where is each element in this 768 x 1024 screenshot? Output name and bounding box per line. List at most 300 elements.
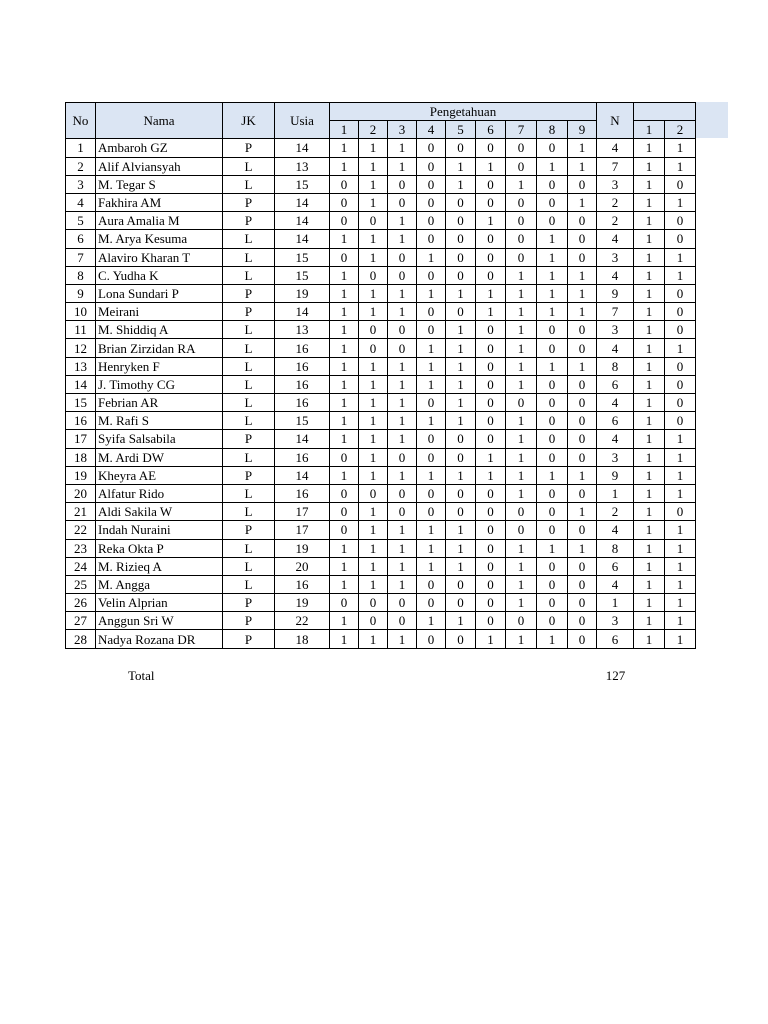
cell-n[interactable]: 4 [597,339,634,357]
cell-score-8[interactable]: 0 [537,193,568,211]
cell-score-3[interactable]: 1 [388,521,417,539]
cell-usia[interactable]: 17 [275,521,330,539]
header-item-4[interactable]: 4 [417,121,446,139]
cell-no[interactable]: 12 [66,339,96,357]
cell-score-9[interactable]: 1 [568,539,597,557]
header-item-8[interactable]: 8 [537,121,568,139]
cell-score-2[interactable]: 1 [359,503,388,521]
cell-extra-2[interactable]: 0 [665,375,696,393]
cell-score-2[interactable]: 1 [359,357,388,375]
cell-score-1[interactable]: 1 [330,375,359,393]
cell-jk[interactable]: L [223,230,275,248]
cell-score-4[interactable]: 0 [417,630,446,648]
cell-no[interactable]: 3 [66,175,96,193]
cell-extra-1[interactable]: 1 [634,230,665,248]
cell-extra-1[interactable]: 1 [634,248,665,266]
cell-extra-1[interactable]: 1 [634,375,665,393]
cell-score-1[interactable]: 0 [330,248,359,266]
cell-score-2[interactable]: 1 [359,303,388,321]
cell-score-1[interactable]: 1 [330,612,359,630]
cell-score-5[interactable]: 1 [446,321,476,339]
cell-score-7[interactable]: 1 [506,594,537,612]
cell-score-3[interactable]: 1 [388,303,417,321]
cell-score-2[interactable]: 1 [359,193,388,211]
cell-score-6[interactable]: 1 [476,284,506,302]
header-nama[interactable]: Nama [96,103,223,139]
cell-score-7[interactable]: 1 [506,448,537,466]
cell-score-4[interactable]: 1 [417,375,446,393]
cell-n[interactable]: 3 [597,175,634,193]
cell-score-8[interactable]: 0 [537,430,568,448]
cell-n[interactable]: 2 [597,193,634,211]
cell-score-3[interactable]: 0 [388,484,417,502]
cell-n[interactable]: 3 [597,448,634,466]
cell-score-5[interactable]: 0 [446,575,476,593]
header-jk[interactable]: JK [223,103,275,139]
cell-jk[interactable]: L [223,557,275,575]
cell-usia[interactable]: 16 [275,339,330,357]
cell-score-3[interactable]: 1 [388,284,417,302]
header-pengetahuan[interactable]: Pengetahuan [330,103,597,121]
cell-score-8[interactable]: 0 [537,339,568,357]
cell-score-9[interactable]: 0 [568,430,597,448]
cell-score-4[interactable]: 1 [417,557,446,575]
cell-score-4[interactable]: 0 [417,193,446,211]
cell-no[interactable]: 9 [66,284,96,302]
cell-score-2[interactable]: 0 [359,594,388,612]
cell-score-1[interactable]: 1 [330,303,359,321]
cell-nama[interactable]: Alaviro Kharan T [96,248,223,266]
cell-score-8[interactable]: 0 [537,175,568,193]
cell-score-6[interactable]: 0 [476,339,506,357]
cell-score-8[interactable]: 0 [537,448,568,466]
cell-score-6[interactable]: 0 [476,139,506,157]
cell-score-5[interactable]: 1 [446,375,476,393]
cell-score-4[interactable]: 0 [417,594,446,612]
cell-jk[interactable]: L [223,175,275,193]
cell-score-4[interactable]: 0 [417,157,446,175]
cell-score-8[interactable]: 0 [537,139,568,157]
cell-score-1[interactable]: 0 [330,212,359,230]
cell-extra-1[interactable]: 1 [634,412,665,430]
cell-score-5[interactable]: 0 [446,484,476,502]
cell-score-7[interactable]: 0 [506,157,537,175]
cell-jk[interactable]: L [223,321,275,339]
cell-n[interactable]: 4 [597,139,634,157]
cell-score-1[interactable]: 1 [330,630,359,648]
cell-no[interactable]: 15 [66,394,96,412]
cell-no[interactable]: 7 [66,248,96,266]
cell-score-3[interactable]: 0 [388,594,417,612]
cell-n[interactable]: 3 [597,248,634,266]
cell-score-4[interactable]: 0 [417,230,446,248]
cell-score-3[interactable]: 1 [388,466,417,484]
cell-extra-2[interactable]: 0 [665,284,696,302]
cell-no[interactable]: 23 [66,539,96,557]
cell-score-6[interactable]: 0 [476,503,506,521]
cell-extra-2[interactable]: 1 [665,266,696,284]
cell-usia[interactable]: 16 [275,357,330,375]
cell-score-3[interactable]: 0 [388,321,417,339]
cell-score-3[interactable]: 1 [388,357,417,375]
cell-score-3[interactable]: 1 [388,412,417,430]
cell-score-8[interactable]: 0 [537,484,568,502]
cell-score-2[interactable]: 1 [359,394,388,412]
cell-score-5[interactable]: 1 [446,521,476,539]
cell-extra-1[interactable]: 1 [634,557,665,575]
cell-jk[interactable]: P [223,430,275,448]
cell-score-1[interactable]: 1 [330,430,359,448]
cell-score-8[interactable]: 0 [537,612,568,630]
cell-usia[interactable]: 19 [275,594,330,612]
cell-extra-1[interactable]: 1 [634,594,665,612]
cell-nama[interactable]: M. Arya Kesuma [96,230,223,248]
cell-score-5[interactable]: 0 [446,448,476,466]
cell-jk[interactable]: L [223,157,275,175]
cell-nama[interactable]: Ambaroh GZ [96,139,223,157]
cell-score-7[interactable]: 0 [506,503,537,521]
cell-score-3[interactable]: 1 [388,230,417,248]
cell-nama[interactable]: Henryken F [96,357,223,375]
cell-score-9[interactable]: 0 [568,175,597,193]
cell-score-5[interactable]: 0 [446,139,476,157]
cell-jk[interactable]: P [223,212,275,230]
cell-extra-2[interactable]: 0 [665,503,696,521]
cell-usia[interactable]: 14 [275,139,330,157]
cell-score-4[interactable]: 0 [417,139,446,157]
cell-score-3[interactable]: 1 [388,430,417,448]
header-n[interactable]: N [597,103,634,139]
cell-score-5[interactable]: 1 [446,466,476,484]
cell-score-6[interactable]: 0 [476,357,506,375]
cell-score-5[interactable]: 0 [446,248,476,266]
cell-usia[interactable]: 19 [275,284,330,302]
cell-score-8[interactable]: 1 [537,284,568,302]
cell-n[interactable]: 4 [597,266,634,284]
cell-extra-1[interactable]: 1 [634,303,665,321]
cell-jk[interactable]: P [223,303,275,321]
cell-score-2[interactable]: 0 [359,266,388,284]
cell-no[interactable]: 8 [66,266,96,284]
cell-score-1[interactable]: 1 [330,394,359,412]
cell-extra-2[interactable]: 1 [665,248,696,266]
cell-n[interactable]: 9 [597,466,634,484]
cell-score-4[interactable]: 1 [417,539,446,557]
cell-score-1[interactable]: 1 [330,575,359,593]
cell-score-1[interactable]: 0 [330,193,359,211]
cell-score-6[interactable]: 0 [476,521,506,539]
cell-extra-2[interactable]: 1 [665,539,696,557]
cell-no[interactable]: 5 [66,212,96,230]
cell-no[interactable]: 22 [66,521,96,539]
cell-score-9[interactable]: 0 [568,630,597,648]
cell-nama[interactable]: Indah Nuraini [96,521,223,539]
cell-score-5[interactable]: 1 [446,284,476,302]
cell-extra-2[interactable]: 1 [665,466,696,484]
cell-score-9[interactable]: 0 [568,575,597,593]
cell-score-8[interactable]: 1 [537,539,568,557]
cell-score-4[interactable]: 0 [417,212,446,230]
cell-score-3[interactable]: 1 [388,630,417,648]
header-usia[interactable]: Usia [275,103,330,139]
cell-extra-2[interactable]: 0 [665,175,696,193]
cell-score-7[interactable]: 1 [506,466,537,484]
cell-score-2[interactable]: 1 [359,284,388,302]
cell-jk[interactable]: L [223,484,275,502]
cell-jk[interactable]: P [223,594,275,612]
cell-score-9[interactable]: 0 [568,394,597,412]
cell-usia[interactable]: 14 [275,212,330,230]
cell-extra-1[interactable]: 1 [634,612,665,630]
cell-score-2[interactable]: 1 [359,557,388,575]
cell-score-9[interactable]: 0 [568,321,597,339]
cell-nama[interactable]: Velin Alprian [96,594,223,612]
cell-jk[interactable]: L [223,394,275,412]
cell-n[interactable]: 1 [597,484,634,502]
cell-score-7[interactable]: 1 [506,539,537,557]
cell-score-2[interactable]: 1 [359,466,388,484]
cell-jk[interactable]: L [223,539,275,557]
cell-score-9[interactable]: 1 [568,284,597,302]
cell-extra-1[interactable]: 1 [634,521,665,539]
cell-n[interactable]: 6 [597,557,634,575]
cell-no[interactable]: 24 [66,557,96,575]
cell-n[interactable]: 4 [597,575,634,593]
cell-extra-1[interactable]: 1 [634,466,665,484]
cell-extra-1[interactable]: 1 [634,266,665,284]
cell-score-6[interactable]: 1 [476,212,506,230]
cell-usia[interactable]: 16 [275,484,330,502]
cell-usia[interactable]: 16 [275,575,330,593]
cell-usia[interactable]: 14 [275,230,330,248]
cell-nama[interactable]: Reka Okta P [96,539,223,557]
cell-extra-2[interactable]: 0 [665,212,696,230]
cell-score-1[interactable]: 1 [330,539,359,557]
cell-score-7[interactable]: 1 [506,321,537,339]
cell-nama[interactable]: M. Rafi S [96,412,223,430]
cell-score-7[interactable]: 0 [506,612,537,630]
cell-score-4[interactable]: 0 [417,575,446,593]
cell-no[interactable]: 16 [66,412,96,430]
cell-score-8[interactable]: 0 [537,594,568,612]
cell-score-8[interactable]: 0 [537,557,568,575]
cell-nama[interactable]: Alif Alviansyah [96,157,223,175]
cell-no[interactable]: 6 [66,230,96,248]
cell-extra-2[interactable]: 0 [665,394,696,412]
cell-n[interactable]: 6 [597,630,634,648]
cell-extra-2[interactable]: 0 [665,303,696,321]
cell-score-6[interactable]: 0 [476,193,506,211]
cell-score-1[interactable]: 0 [330,175,359,193]
cell-score-9[interactable]: 0 [568,612,597,630]
cell-jk[interactable]: L [223,412,275,430]
cell-extra-2[interactable]: 1 [665,484,696,502]
cell-nama[interactable]: M. Rizieq A [96,557,223,575]
cell-nama[interactable]: Lona Sundari P [96,284,223,302]
cell-score-9[interactable]: 1 [568,157,597,175]
cell-score-9[interactable]: 0 [568,594,597,612]
cell-score-4[interactable]: 0 [417,484,446,502]
cell-score-6[interactable]: 0 [476,430,506,448]
cell-jk[interactable]: P [223,466,275,484]
cell-score-2[interactable]: 1 [359,139,388,157]
cell-usia[interactable]: 17 [275,503,330,521]
cell-usia[interactable]: 14 [275,193,330,211]
cell-score-7[interactable]: 1 [506,412,537,430]
cell-jk[interactable]: P [223,284,275,302]
cell-nama[interactable]: M. Tegar S [96,175,223,193]
cell-usia[interactable]: 13 [275,321,330,339]
cell-n[interactable]: 8 [597,357,634,375]
cell-score-5[interactable]: 1 [446,612,476,630]
cell-score-3[interactable]: 1 [388,157,417,175]
cell-jk[interactable]: L [223,248,275,266]
cell-extra-2[interactable]: 1 [665,193,696,211]
cell-usia[interactable]: 16 [275,375,330,393]
header-item-7[interactable]: 7 [506,121,537,139]
cell-score-9[interactable]: 1 [568,193,597,211]
cell-usia[interactable]: 15 [275,412,330,430]
cell-score-4[interactable]: 1 [417,339,446,357]
cell-score-9[interactable]: 1 [568,357,597,375]
cell-score-5[interactable]: 0 [446,212,476,230]
header-extra-2[interactable]: 2 [665,121,696,139]
cell-n[interactable]: 8 [597,539,634,557]
cell-n[interactable]: 2 [597,503,634,521]
cell-score-6[interactable]: 0 [476,248,506,266]
cell-score-5[interactable]: 1 [446,412,476,430]
cell-score-1[interactable]: 0 [330,448,359,466]
cell-no[interactable]: 19 [66,466,96,484]
cell-score-7[interactable]: 0 [506,248,537,266]
cell-score-5[interactable]: 1 [446,339,476,357]
cell-score-3[interactable]: 0 [388,448,417,466]
cell-score-6[interactable]: 1 [476,448,506,466]
cell-score-4[interactable]: 0 [417,303,446,321]
cell-extra-1[interactable]: 1 [634,630,665,648]
cell-score-3[interactable]: 1 [388,375,417,393]
cell-score-7[interactable]: 1 [506,339,537,357]
cell-score-6[interactable]: 0 [476,594,506,612]
cell-score-6[interactable]: 1 [476,630,506,648]
cell-extra-1[interactable]: 1 [634,430,665,448]
cell-nama[interactable]: Kheyra AE [96,466,223,484]
cell-score-1[interactable]: 1 [330,321,359,339]
cell-score-6[interactable]: 0 [476,539,506,557]
cell-nama[interactable]: Anggun Sri W [96,612,223,630]
cell-extra-2[interactable]: 1 [665,448,696,466]
cell-score-3[interactable]: 1 [388,139,417,157]
cell-score-7[interactable]: 0 [506,394,537,412]
cell-no[interactable]: 11 [66,321,96,339]
cell-score-1[interactable]: 0 [330,503,359,521]
cell-jk[interactable]: L [223,448,275,466]
cell-extra-2[interactable]: 1 [665,139,696,157]
cell-score-1[interactable]: 0 [330,484,359,502]
cell-nama[interactable]: Brian Zirzidan RA [96,339,223,357]
cell-score-8[interactable]: 1 [537,357,568,375]
cell-score-1[interactable]: 0 [330,521,359,539]
cell-score-6[interactable]: 0 [476,575,506,593]
cell-extra-2[interactable]: 1 [665,339,696,357]
cell-extra-1[interactable]: 1 [634,139,665,157]
header-item-3[interactable]: 3 [388,121,417,139]
cell-score-6[interactable]: 0 [476,412,506,430]
cell-jk[interactable]: L [223,339,275,357]
cell-score-5[interactable]: 0 [446,630,476,648]
cell-extra-2[interactable]: 0 [665,357,696,375]
cell-score-5[interactable]: 0 [446,594,476,612]
cell-usia[interactable]: 14 [275,466,330,484]
cell-nama[interactable]: M. Ardi DW [96,448,223,466]
cell-no[interactable]: 17 [66,430,96,448]
cell-extra-2[interactable]: 0 [665,412,696,430]
cell-usia[interactable]: 18 [275,630,330,648]
cell-n[interactable]: 4 [597,394,634,412]
cell-score-4[interactable]: 0 [417,430,446,448]
cell-extra-1[interactable]: 1 [634,484,665,502]
cell-score-8[interactable]: 0 [537,575,568,593]
cell-no[interactable]: 14 [66,375,96,393]
cell-score-3[interactable]: 0 [388,266,417,284]
cell-nama[interactable]: Febrian AR [96,394,223,412]
cell-score-8[interactable]: 0 [537,394,568,412]
cell-score-7[interactable]: 0 [506,230,537,248]
cell-score-2[interactable]: 0 [359,612,388,630]
cell-score-2[interactable]: 1 [359,448,388,466]
cell-extra-1[interactable]: 1 [634,394,665,412]
cell-score-2[interactable]: 1 [359,539,388,557]
cell-score-4[interactable]: 1 [417,612,446,630]
cell-score-8[interactable]: 1 [537,266,568,284]
cell-score-5[interactable]: 1 [446,175,476,193]
cell-extra-1[interactable]: 1 [634,284,665,302]
cell-score-9[interactable]: 1 [568,266,597,284]
cell-score-8[interactable]: 1 [537,157,568,175]
cell-jk[interactable]: P [223,521,275,539]
cell-nama[interactable]: J. Timothy CG [96,375,223,393]
cell-score-8[interactable]: 0 [537,212,568,230]
cell-score-6[interactable]: 0 [476,230,506,248]
cell-score-2[interactable]: 1 [359,430,388,448]
cell-extra-1[interactable]: 1 [634,503,665,521]
cell-score-1[interactable]: 1 [330,139,359,157]
cell-score-3[interactable]: 0 [388,612,417,630]
cell-score-1[interactable]: 1 [330,557,359,575]
cell-score-4[interactable]: 0 [417,503,446,521]
cell-no[interactable]: 18 [66,448,96,466]
cell-usia[interactable]: 16 [275,448,330,466]
cell-score-7[interactable]: 0 [506,521,537,539]
cell-n[interactable]: 4 [597,230,634,248]
cell-score-9[interactable]: 1 [568,303,597,321]
cell-score-6[interactable]: 1 [476,466,506,484]
cell-score-8[interactable]: 1 [537,303,568,321]
cell-score-6[interactable]: 0 [476,557,506,575]
cell-jk[interactable]: P [223,612,275,630]
cell-score-8[interactable]: 0 [537,375,568,393]
cell-no[interactable]: 21 [66,503,96,521]
cell-usia[interactable]: 20 [275,557,330,575]
cell-extra-1[interactable]: 1 [634,193,665,211]
cell-score-3[interactable]: 1 [388,539,417,557]
cell-extra-2[interactable]: 1 [665,157,696,175]
cell-score-7[interactable]: 1 [506,175,537,193]
cell-score-3[interactable]: 0 [388,248,417,266]
cell-jk[interactable]: L [223,503,275,521]
cell-nama[interactable]: Alfatur Rido [96,484,223,502]
cell-extra-1[interactable]: 1 [634,448,665,466]
